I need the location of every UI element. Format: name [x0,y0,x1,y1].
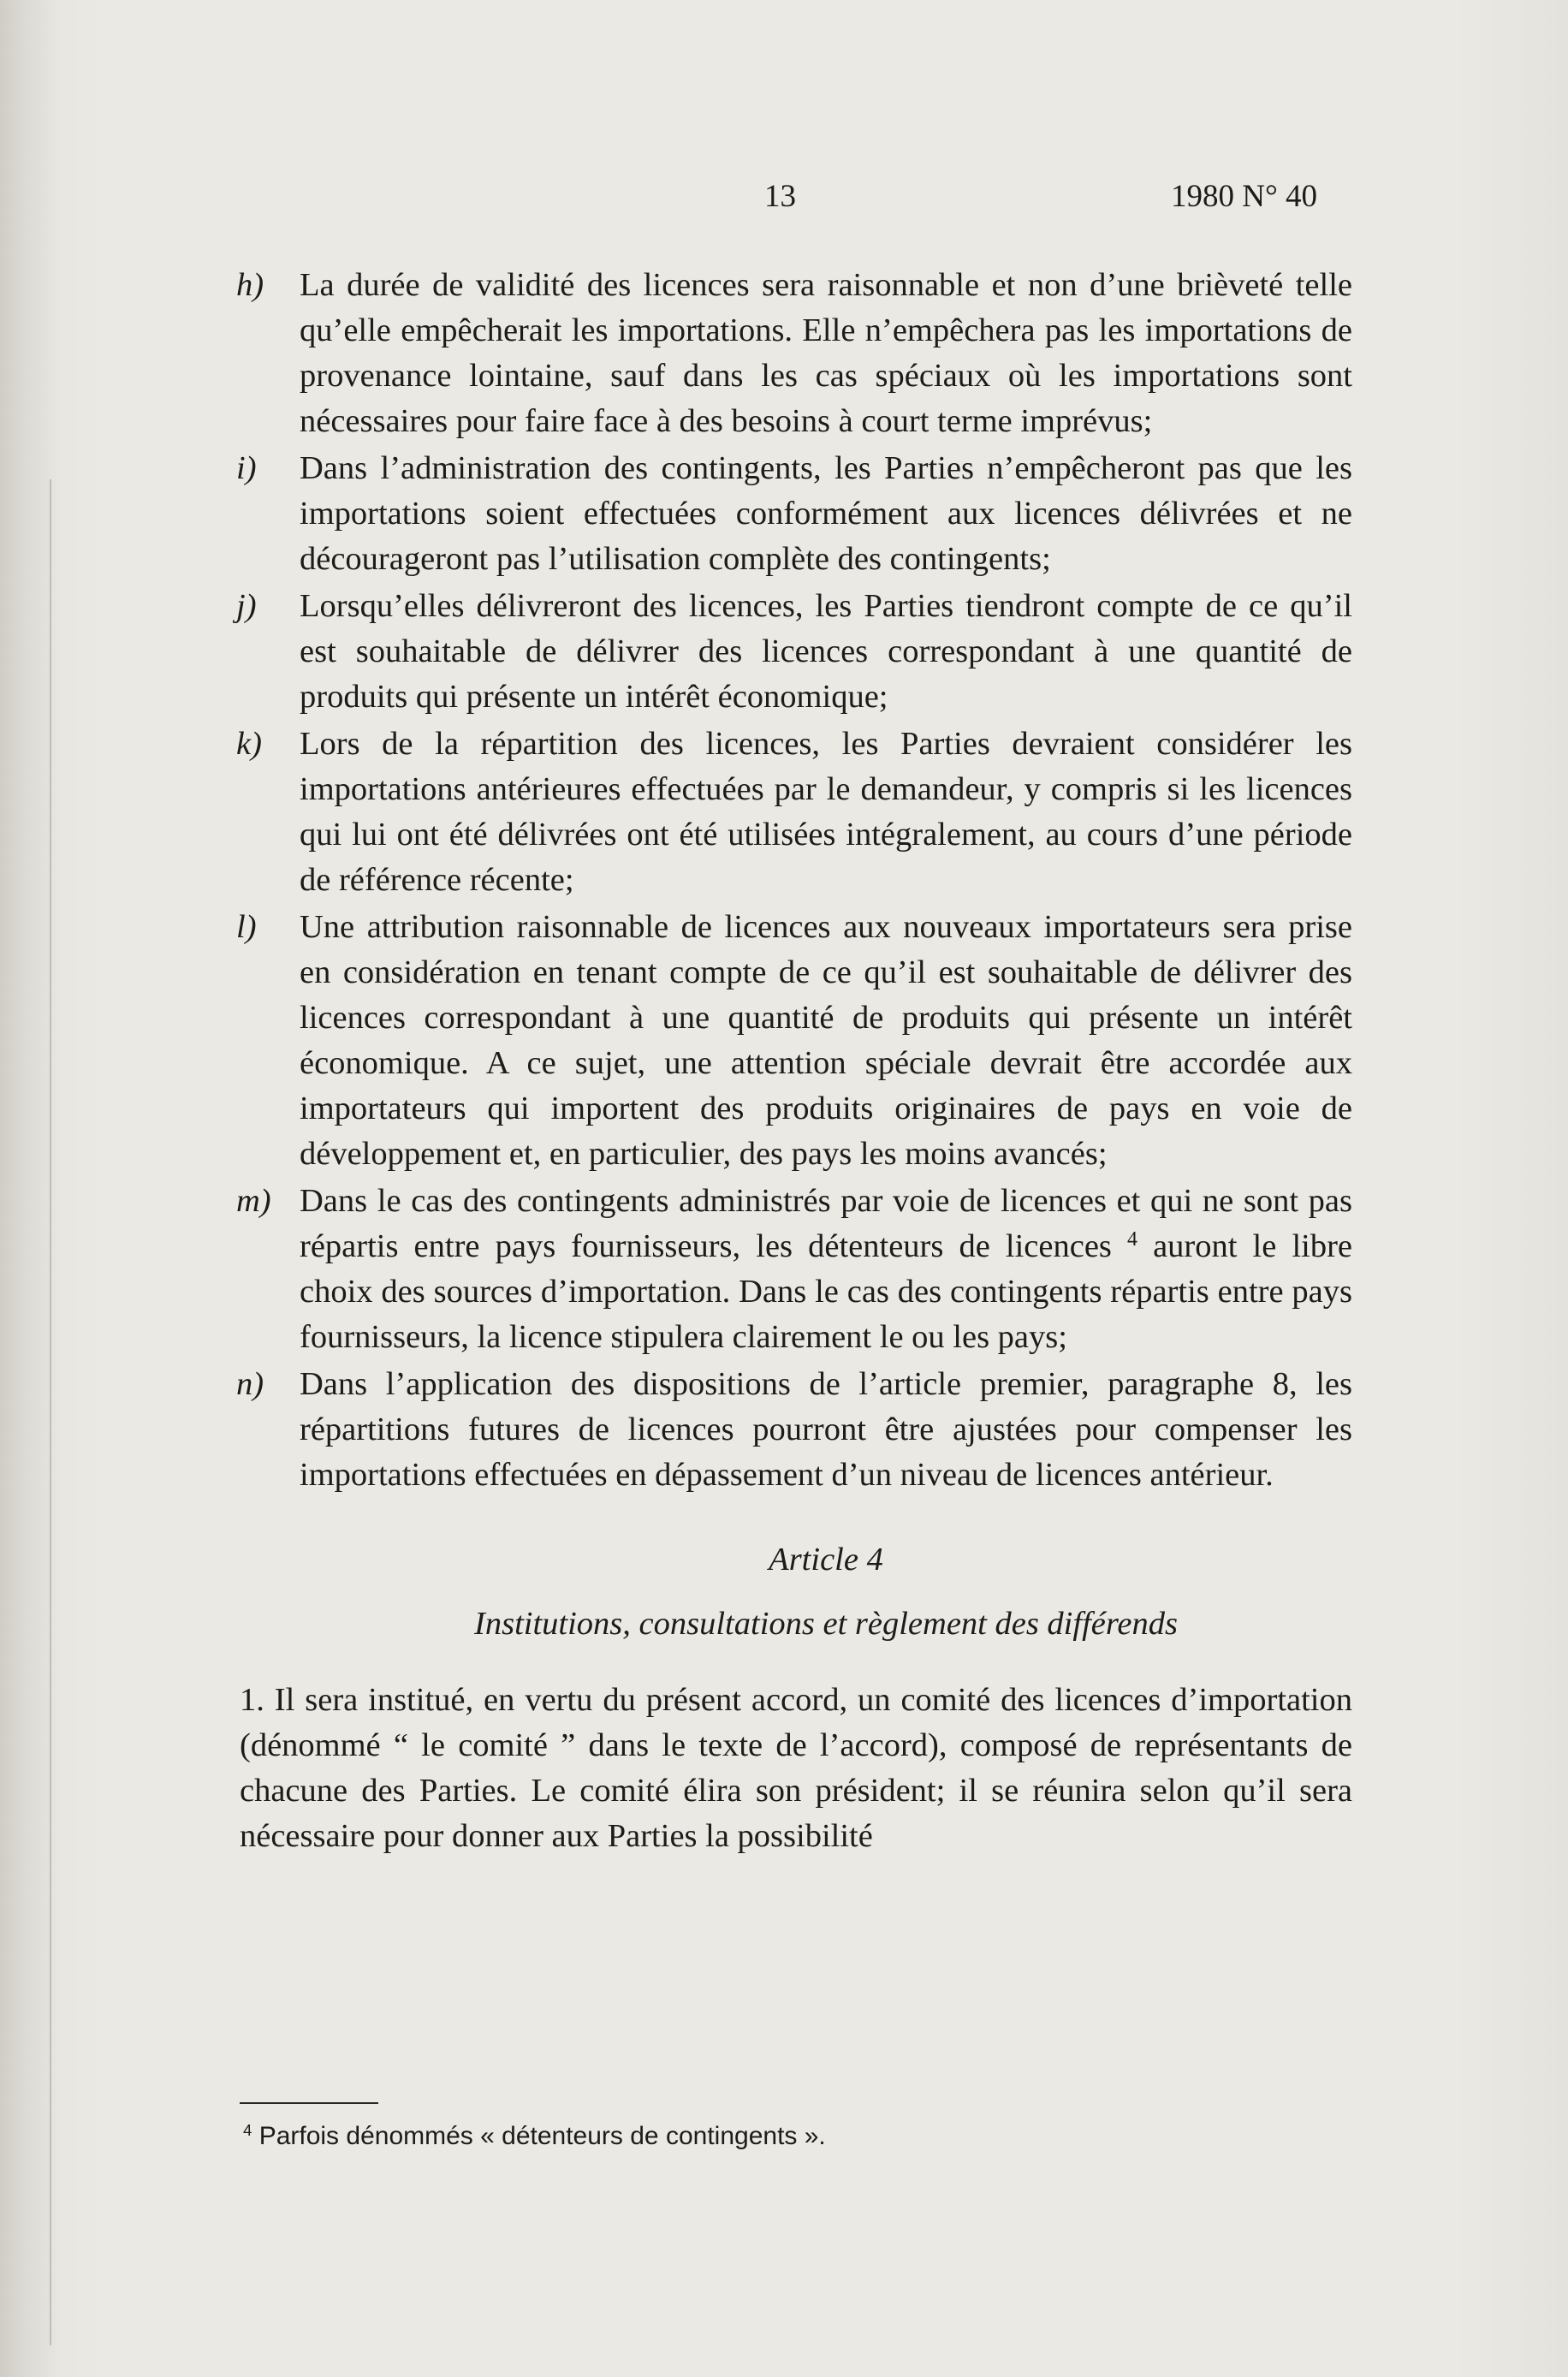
item-text [300,1179,1352,1360]
item-text: La durée de validité des licences sera raisonnable et non d’une brièveté telle qu’elle empêcherait les importations. Elle n’empêchera pas les importations de provenance lointaine, sauf dans les cas spéciaux où les importations sont nécessaires pour faire face à des besoins à court terme imprévus; [300,267,1352,439]
page-body [236,263,1352,1859]
page-header [0,178,1568,221]
item-text: Dans l’application des dispositions de l’article premier, paragraphe 8, les répartitions futures de licences pourront être ajustées pour compenser les importations effectuées en dépassement d’un niveau de licences antérieur. [300,1366,1352,1493]
footnote-text: Parfois dénommés « détenteurs de contingents ». [258,2122,826,2150]
footnote [243,2119,826,2154]
item-text-part: Dans le cas des contingents administrés par voie de licences et qui ne sont pas répartis entre pays fournisseurs, les détenteurs de licences [300,1183,1352,1264]
list-item-j [236,584,1352,720]
page-number: 13 [764,179,796,214]
article-title: Article 4 [769,1542,883,1578]
item-label: k) [236,726,262,762]
list-item-l [236,905,1352,1177]
item-text-part: auront le libre choix des sources d’importation. Dans le cas des contingents répartis entre pays fournisseurs, la licence stipulera clairement le ou les pays; [300,1228,1352,1355]
footnote-number: 4 [243,2120,252,2139]
list-item-n [236,1362,1352,1498]
item-text: Lorsqu’elles délivreront des licences, les Parties tiendront compte de ce qu’il est souhaitable de délivrer des licences correspondant à une quantité de produits qui présente un intérêt économique; [300,588,1352,715]
list-item-i [236,446,1352,582]
footnote-reference: 4 [1127,1227,1137,1251]
item-label: h) [236,267,264,303]
item-text: Une attribution raisonnable de licences aux nouveaux importateurs sera prise en considération en tenant compte de ce qu’il est souhaitable de délivrer des licences correspondant à une quantité de produits qui présente un intérêt économique. A ce sujet, une attention spéciale devrait être accordée aux importateurs qui importent des produits originaires de pays en voie de développement et, en particulier, des pays les moins avancés; [300,909,1352,1172]
document-reference: 1980 N° 40 [1171,179,1318,214]
paragraph-1: 1. Il sera institué, en vertu du présent accord, un comité des licences d’importation (dénommé “ le comité ” dans le texte de l’accord), composé de représentants de chacune des Parties. Le comité élira son président; il se réunira selon qu’il sera nécessaire pour donner aux Parties la possibilité [240,1682,1352,1854]
footnote-divider [240,2102,378,2104]
item-text: Lors de la répartition des licences, les Parties devraient considérer les importations antérieures effectuées par le demandeur, y compris si les licences qui lui ont été délivrées ont été utilisées intégralement, au cours d’une période de référence récente; [300,726,1352,898]
article-subtitle: Institutions, consultations et règlement des différends [474,1606,1178,1642]
binding-edge [50,479,51,2345]
item-label: i) [236,450,257,486]
item-label: l) [236,909,257,945]
item-text: Dans l’administration des contingents, les Parties n’empêcheront pas que les importations soient effectuées conformément aux licences délivrées et ne décourageront pas l’utilisation complète des contingents; [300,450,1352,577]
list-item-h [236,263,1352,444]
list-item-m [236,1179,1352,1360]
item-label: j) [236,588,257,624]
item-label: m) [236,1183,271,1219]
list-item-k [236,722,1352,903]
item-label: n) [236,1366,264,1402]
